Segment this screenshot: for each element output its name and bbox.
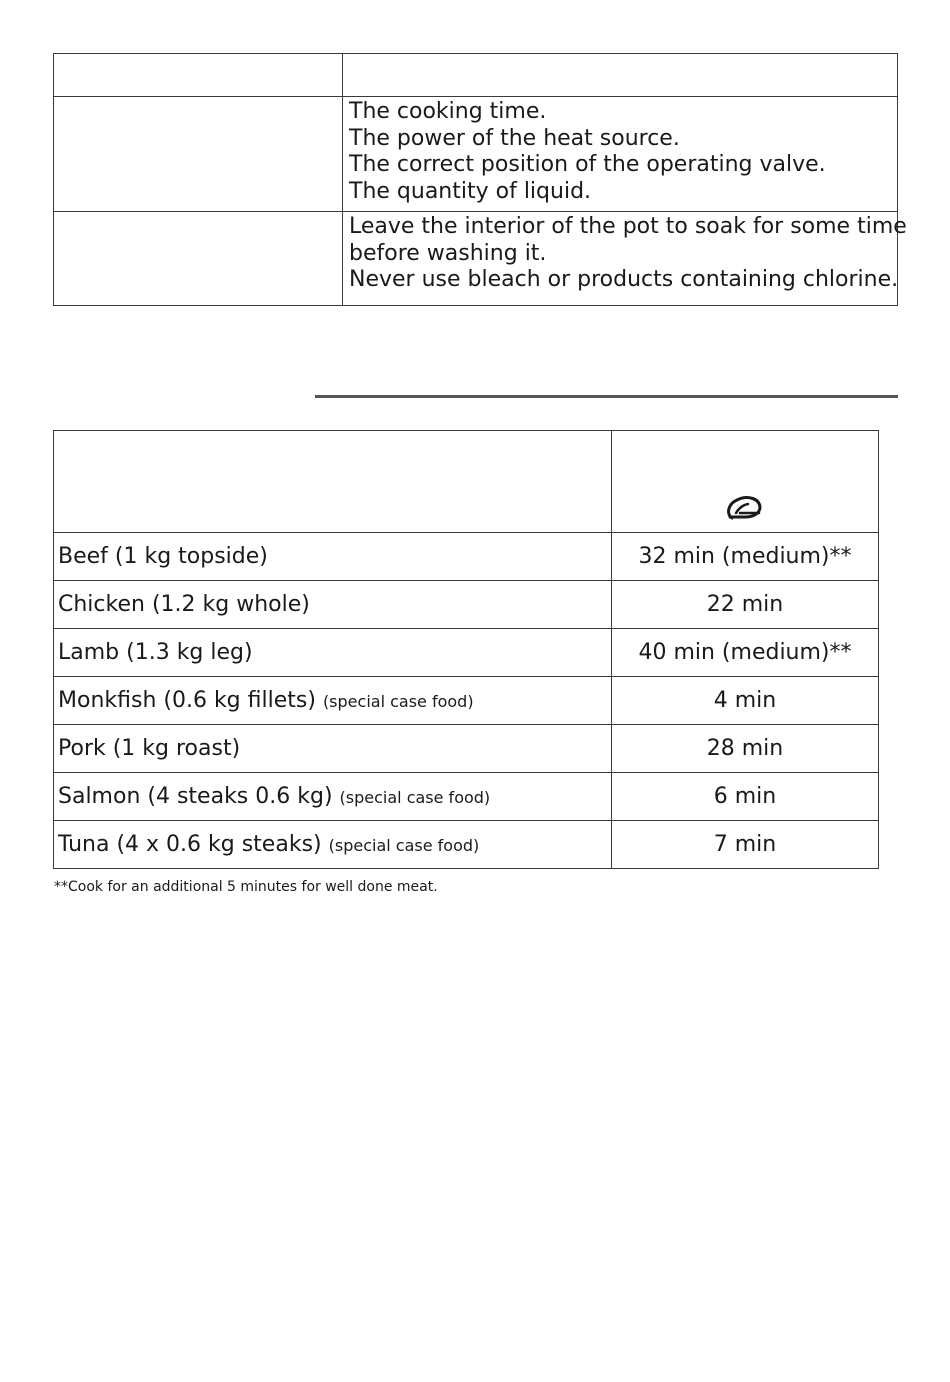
troubleshooting-row [54, 212, 898, 306]
food-cell: Chicken (1.2 kg whole) [54, 581, 612, 629]
table-row [54, 629, 879, 677]
cooking-times-header-row [54, 431, 879, 533]
time-cell: 28 min [612, 725, 879, 773]
remedy-line: Leave the interior of the pot to soak for some time [349, 214, 907, 239]
time-cell: 7 min [612, 821, 879, 869]
table-row [54, 677, 879, 725]
header-cell-problem [54, 54, 343, 97]
remedy-cell [343, 212, 907, 306]
section-divider-rule [315, 395, 898, 398]
table-row [54, 773, 879, 821]
food-cell: Tuna (4 x 0.6 kg steaks) (special case food) [54, 821, 612, 869]
food-note: (special case food) [339, 788, 491, 807]
time-cell: 4 min [612, 677, 879, 725]
table-row [54, 581, 879, 629]
remedy-line: The correct position of the operating valve. [349, 152, 826, 177]
time-cell: 32 min (medium)** [612, 533, 879, 581]
table-row [54, 533, 879, 581]
troubleshooting-table [53, 53, 907, 306]
troubleshooting-header-row [54, 54, 898, 97]
food-note: (special case food) [322, 692, 474, 711]
remedy-line: The power of the heat source. [349, 125, 680, 151]
cause-cell [54, 97, 343, 212]
steam-cooking-icon [725, 494, 765, 522]
time-cell: 6 min [612, 773, 879, 821]
time-cell: 22 min [612, 581, 879, 629]
food-cell: Monkfish (0.6 kg fillets) (special case food) [54, 677, 612, 725]
remedy-line: The quantity of liquid. [349, 178, 592, 204]
cause-cell [54, 212, 343, 306]
header-cell-steam [612, 431, 879, 533]
table-row [54, 725, 879, 773]
header-cell-solution [343, 54, 898, 97]
remedy-line: The cooking time. [349, 99, 547, 124]
footnote: **Cook for an additional 5 minutes for well done meat. [54, 879, 438, 895]
remedy-line: Never use bleach or products containing chlorine. [349, 267, 899, 292]
food-cell: Salmon (4 steaks 0.6 kg) (special case food) [54, 773, 612, 821]
food-note: (special case food) [328, 836, 480, 855]
remedy-cell [343, 97, 898, 212]
header-cell-food [54, 431, 612, 533]
remedy-line: before washing it. [349, 240, 547, 266]
food-cell: Beef (1 kg topside) [54, 533, 612, 581]
food-cell: Lamb (1.3 kg leg) [54, 629, 612, 677]
food-cell: Pork (1 kg roast) [54, 725, 612, 773]
troubleshooting-row [54, 97, 898, 212]
table-row [54, 821, 879, 869]
time-cell: 40 min (medium)** [612, 629, 879, 677]
cooking-times-table [53, 430, 879, 869]
